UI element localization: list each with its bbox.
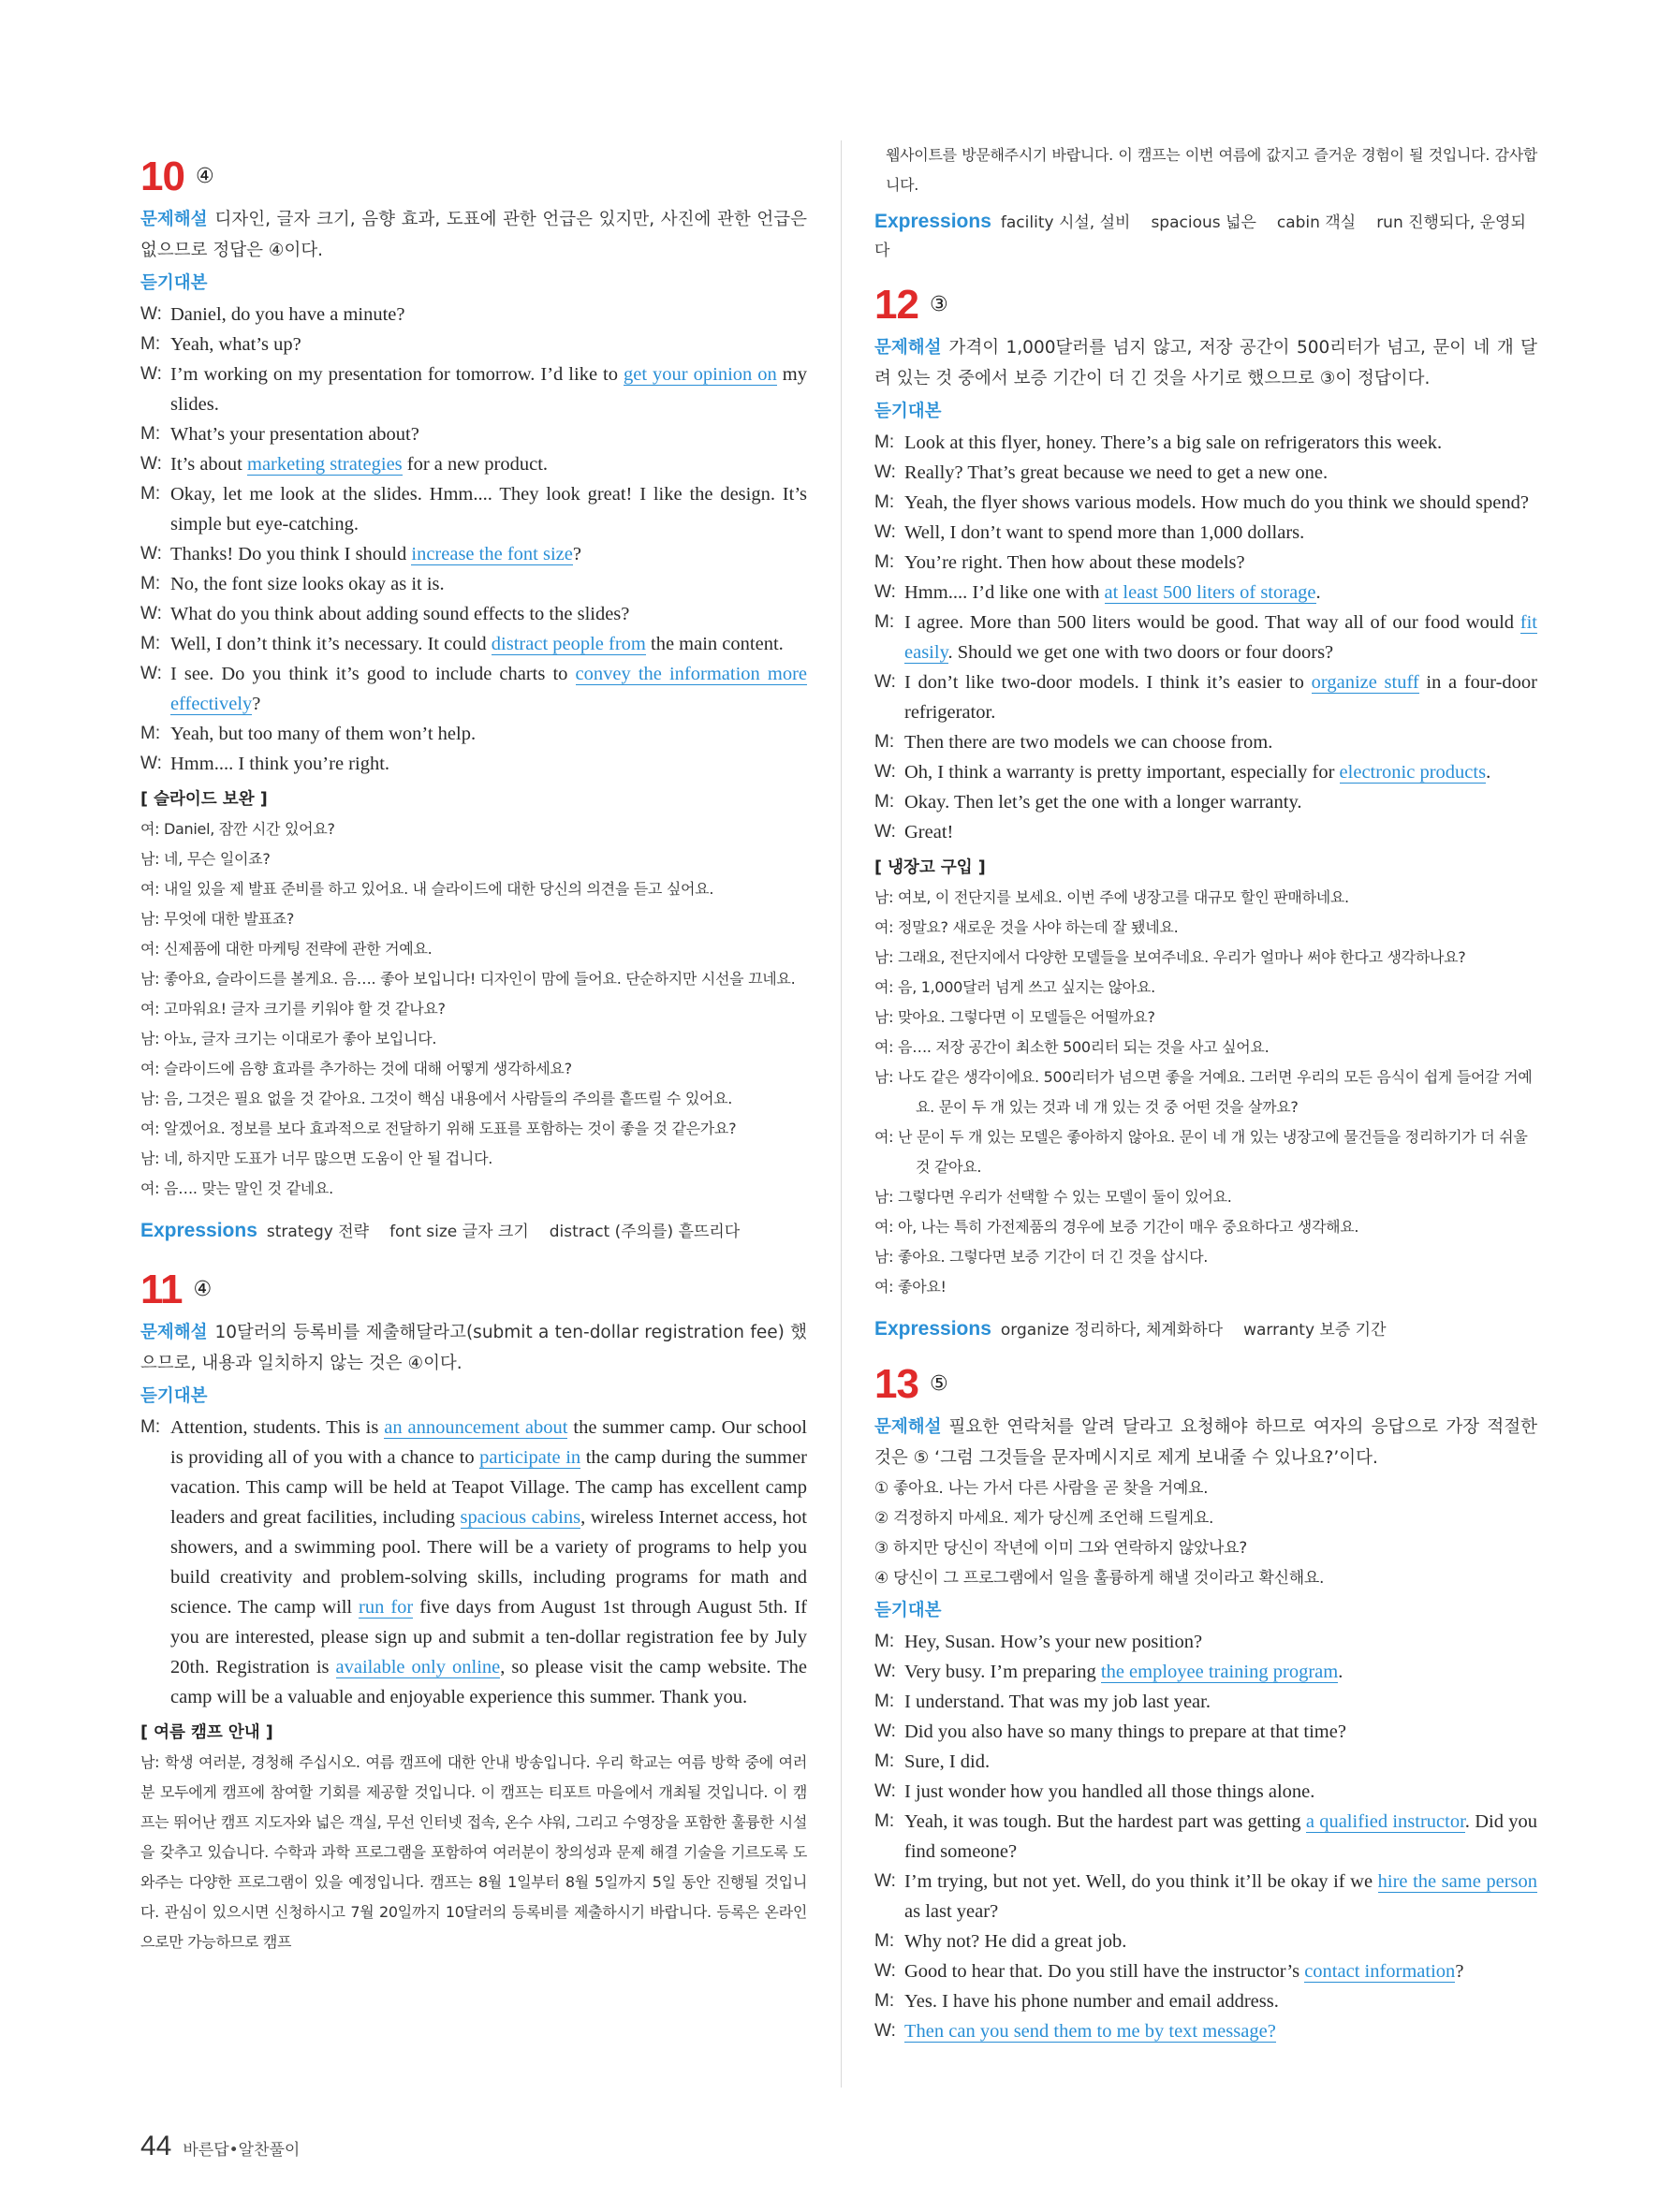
script-segment: Okay. Then let’s get the one with a longer warranty. — [904, 792, 1302, 813]
speaker: M: — [874, 1931, 895, 1951]
speaker: M: — [140, 724, 161, 743]
script-segment: Attention, students. This is — [170, 1417, 385, 1438]
script-segment: Thanks! Do you think I should — [170, 544, 412, 564]
key-phrase: marketing strategies — [247, 454, 403, 475]
script-text — [904, 578, 1537, 608]
script-text — [904, 667, 1537, 727]
script-line — [874, 518, 1537, 548]
script-text — [904, 1717, 1537, 1747]
script-segment: Great! — [904, 822, 954, 842]
key-phrase: at least 500 liters of storage — [1104, 582, 1316, 603]
script-text — [904, 1926, 1537, 1956]
translation-line: 여: 고마워요! 글자 크기를 키워야 할 것 같나요? — [140, 1000, 446, 1018]
script-text — [170, 569, 807, 599]
speaker: W: — [140, 454, 162, 474]
key-phrase: distract people from — [491, 634, 646, 654]
script-line — [874, 757, 1537, 787]
script-segment: It’s about — [170, 454, 247, 475]
script-segment: Really? That’s great because we need to get a new one. — [904, 462, 1329, 483]
script-line — [140, 569, 807, 599]
script-line — [874, 1807, 1537, 1867]
page-number: 44 — [140, 2131, 172, 2161]
script-text — [904, 1627, 1537, 1657]
speaker: W: — [140, 664, 162, 683]
script-text — [904, 1956, 1537, 1986]
script-label: 듣기대본 — [140, 1386, 208, 1406]
column-divider — [841, 140, 842, 2087]
q12-explanation — [874, 332, 1537, 394]
speaker: W: — [874, 522, 896, 542]
speaker: M: — [874, 1751, 895, 1771]
q11-header — [140, 1267, 807, 1317]
script-segment: I agree. More than 500 liters would be good. That way all of our food would — [904, 612, 1520, 633]
speaker: M: — [140, 424, 161, 444]
script-segment: for a new product. — [402, 454, 549, 475]
script-line — [874, 1986, 1537, 2016]
question-number: 12 — [874, 282, 918, 328]
expression-item: strategy 전략 — [266, 1223, 370, 1241]
script-text — [904, 1807, 1537, 1867]
script-text — [904, 2016, 1537, 2046]
script-text — [904, 787, 1537, 817]
script-label: 듣기대본 — [140, 273, 208, 293]
script-text — [170, 479, 807, 539]
script-segment: , wireless Internet access, hot showers, and a swimming pool. There will be a variety of programs to help you build creativity and problem-solving skills, including programs for math and science. The camp will — [170, 1507, 807, 1618]
option-item: ④ 당신이 그 프로그램에서 일을 훌륭하게 해낼 것이라고 확신해요. — [874, 1569, 1325, 1588]
script-text — [170, 449, 807, 479]
script-line — [140, 749, 807, 779]
translation-line: 여: 슬라이드에 음향 효과를 추가하는 것에 대해 어떻게 생각하세요? — [140, 1060, 572, 1077]
script-line — [874, 1747, 1537, 1777]
script-segment: the camp during the summer vacation. This camp will be held at Teapot Village. The camp has excellent camp leaders and great facilities, including — [170, 1447, 808, 1528]
key-phrase: Then can you send them to me by text message? — [904, 2021, 1276, 2042]
expression-item: warranty 보증 기간 — [1243, 1321, 1387, 1340]
script-text — [904, 488, 1537, 518]
script-text — [170, 330, 807, 359]
translation-line: 여: 알겠어요. 정보를 보다 효과적으로 전달하기 위해 도표를 포함하는 것이 좋을 것 같은가요? — [140, 1120, 737, 1137]
script-segment: Yeah, what’s up? — [170, 334, 301, 355]
script-segment: I just wonder how you handled all those things alone. — [904, 1781, 1315, 1802]
script-segment: Well, I don’t think it’s necessary. It could — [170, 634, 492, 654]
option-item: ② 걱정하지 마세요. 제가 당신께 조언해 드릴게요. — [874, 1509, 1214, 1528]
key-phrase: convey the information more effectively — [170, 664, 807, 714]
script-segment: the summer camp. Our school is providing all of you with a chance to — [170, 1417, 807, 1468]
speaker: W: — [140, 544, 162, 564]
answer-mark: ③ — [929, 293, 948, 316]
speaker: M: — [874, 1811, 895, 1831]
expression-item: cabin 객실 — [1276, 213, 1357, 232]
script-text — [904, 428, 1537, 458]
q11-translation-continued: 웹사이트를 방문해주시기 바랍니다. 이 캠프는 이번 여름에 값지고 즐거운 경험이 될 것입니다. 감사합니다. — [886, 146, 1537, 194]
explanation-text: 10달러의 등록비를 제출해달라고(submit a ten-dollar registration fee) 했으므로, 내용과 일치하지 않는 것은 ④이다. — [140, 1323, 807, 1373]
script-text — [170, 659, 807, 719]
script-text — [904, 548, 1537, 578]
translation-line: 남: 나도 같은 생각이에요. 500리터가 넘으면 좋을 거예요. 그러면 우리의 모든 음식이 쉽게 들어갈 거예요. 문이 두 개 있는 것과 네 개 있는 것 중 어떤 것을 살까요? — [874, 1068, 1533, 1116]
speaker: W: — [874, 1721, 896, 1741]
script-line — [140, 659, 807, 719]
translation-line: 남: 음, 그것은 필요 없을 것 같아요. 그것이 핵심 내용에서 사람들의 주의를 흩뜨릴 수 있어요. — [140, 1090, 733, 1107]
q12-header — [874, 282, 1537, 332]
speaker: W: — [874, 462, 896, 482]
q10-translation — [140, 814, 807, 1204]
speaker: W: — [874, 672, 896, 692]
expression-item: run 진행되다, 운영되다 — [874, 213, 1526, 260]
key-phrase: increase the font size — [411, 544, 573, 564]
script-segment: my slides. — [170, 364, 807, 415]
translation-title: [ 여름 캠프 안내 ] — [140, 1723, 273, 1742]
q13-options — [874, 1473, 1537, 1593]
q10-explanation — [140, 204, 807, 266]
script-text — [904, 727, 1537, 757]
script-segment: Yeah, the flyer shows various models. How much do you think we should spend? — [904, 492, 1529, 513]
speaker: W: — [874, 1781, 896, 1801]
script-line — [140, 719, 807, 749]
speaker: M: — [874, 732, 895, 752]
speaker: W: — [140, 364, 162, 384]
translation-line: 여: 아, 나는 특히 가전제품의 경우에 보증 기간이 매우 중요하다고 생각해요. — [874, 1218, 1359, 1236]
script-segment: I’m trying, but not yet. Well, do you think it’ll be okay if we — [904, 1871, 1378, 1892]
translation-line: 여: 정말요? 새로운 것을 사야 하는데 잘 됐네요. — [874, 918, 1179, 936]
speaker: M: — [874, 792, 895, 812]
script-segment: Daniel, do you have a minute? — [170, 304, 405, 325]
script-segment: Good to hear that. Do you still have the instructor’s — [904, 1961, 1305, 1982]
script-text — [170, 419, 807, 449]
explanation-text: 디자인, 글자 크기, 음향 효과, 도표에 관한 언급은 있지만, 사진에 관한 언급은 없으므로 정답은 ④이다. — [140, 210, 807, 260]
script-line — [140, 629, 807, 659]
speaker: W: — [874, 582, 896, 602]
q10-header — [140, 154, 807, 204]
q13-script — [874, 1627, 1537, 2046]
answer-mark: ④ — [193, 1278, 213, 1301]
expressions-label: Expressions — [874, 1318, 991, 1340]
script-line — [874, 548, 1537, 578]
script-segment: No, the font size looks okay as it is. — [170, 574, 445, 594]
key-phrase: get your opinion on — [624, 364, 777, 385]
expression-item: distract (주의를) 흩뜨리다 — [549, 1223, 741, 1241]
speaker: M: — [874, 552, 895, 572]
key-phrase: a qualified instructor — [1305, 1811, 1465, 1832]
speaker: W: — [140, 754, 162, 773]
script-text — [170, 719, 807, 749]
translation-line: 여: 난 문이 두 개 있는 모델은 좋아하지 않아요. 문이 네 개 있는 냉장고에 물건들을 정리하기가 더 쉬울 것 같아요. — [874, 1128, 1528, 1176]
script-segment: What do you think about adding sound effects to the slides? — [170, 604, 630, 624]
option-item: ③ 하지만 당신이 작년에 이미 그와 연락하지 않았나요? — [874, 1539, 1247, 1558]
script-label: 듣기대본 — [874, 402, 942, 421]
script-line — [874, 667, 1537, 727]
key-phrase: run for — [359, 1597, 414, 1618]
q13-header — [874, 1361, 1537, 1412]
script-text — [170, 1413, 807, 1712]
script-line — [874, 817, 1537, 847]
expression-item: facility 시설, 설비 — [1000, 213, 1131, 232]
script-line — [874, 1657, 1537, 1687]
script-segment: Yes. I have his phone number and email address. — [904, 1991, 1279, 2012]
script-segment: Look at this flyer, honey. There’s a big sale on refrigerators this week. — [904, 432, 1443, 453]
script-text — [170, 300, 807, 330]
translation-line: 남: 네, 무슨 일이죠? — [140, 850, 271, 868]
q10-expressions — [140, 1217, 807, 1246]
speaker: W: — [874, 2021, 896, 2041]
translation-line: 여: 음…. 맞는 말인 것 같네요. — [140, 1179, 333, 1197]
script-line — [874, 1926, 1537, 1956]
key-phrase: contact information — [1304, 1961, 1456, 1982]
script-segment: Why not? He did a great job. — [904, 1931, 1127, 1952]
script-segment: Hmm.... I think you’re right. — [170, 754, 390, 774]
speaker: M: — [874, 612, 895, 632]
translation-line: 남: 무엇에 대한 발표죠? — [140, 910, 295, 928]
script-line — [140, 419, 807, 449]
explanation-text: 가격이 1,000달러를 넘지 않고, 저장 공간이 500리터가 넘고, 문이 네 개 달려 있는 것 중에서 보증 기간이 더 긴 것을 사기로 했으므로 ③이 정답이다. — [874, 338, 1537, 388]
q12-script — [874, 428, 1537, 847]
right-column — [874, 140, 1537, 2046]
script-segment: What’s your presentation about? — [170, 424, 419, 445]
book-title: 바른답•알찬풀이 — [183, 2141, 301, 2160]
script-segment: in a four-door refrigerator. — [904, 672, 1537, 723]
speaker: M: — [140, 1417, 161, 1437]
translation-line: 여: 음, 1,000달러 넘게 쓰고 싶지는 않아요. — [874, 978, 1155, 996]
script-segment: Did you also have so many things to prepare at that time? — [904, 1721, 1346, 1742]
key-phrase: spacious cabins — [460, 1507, 581, 1528]
script-line — [874, 578, 1537, 608]
translation-line: 남: 여보, 이 전단지를 보세요. 이번 주에 냉장고를 대규모 할인 판매하네요. — [874, 888, 1349, 906]
script-line — [140, 359, 807, 419]
script-segment: . — [1486, 762, 1491, 783]
translation-line: 남: 그래요, 전단지에서 다양한 모델들을 보여주네요. 우리가 얼마나 써야 한다고 생각하나요? — [874, 948, 1466, 966]
script-segment: I see. Do you think it’s good to include charts to — [170, 664, 576, 684]
script-text — [904, 608, 1537, 667]
speaker: M: — [140, 484, 161, 504]
key-phrase: the employee training program — [1100, 1662, 1339, 1682]
script-segment: I don’t like two-door models. I think it’s easier to — [904, 672, 1312, 693]
translation-line: 여: 내일 있을 제 발표 준비를 하고 있어요. 내 슬라이드에 대한 당신의 의견을 듣고 싶어요. — [140, 880, 714, 898]
script-text — [904, 1747, 1537, 1777]
q11-script — [140, 1413, 807, 1712]
translation-line: 여: Daniel, 잠깐 시간 있어요? — [140, 820, 335, 838]
script-segment: . Did you find someone? — [904, 1811, 1537, 1862]
speaker: M: — [140, 574, 161, 593]
script-segment: ? — [252, 694, 261, 714]
key-phrase: hire the same person — [1377, 1871, 1538, 1892]
translation-title: [ 냉장고 구입 ] — [874, 858, 986, 877]
script-line — [874, 727, 1537, 757]
script-line — [140, 539, 807, 569]
q10-script — [140, 300, 807, 779]
script-segment: Hey, Susan. How’s your new position? — [904, 1632, 1203, 1652]
script-line — [874, 2016, 1537, 2046]
script-label: 듣기대본 — [874, 1601, 942, 1620]
script-line — [874, 608, 1537, 667]
translation-line: 여: 음…. 저장 공간이 최소한 500리터 되는 것을 사고 싶어요. — [874, 1038, 1270, 1056]
key-phrase: fit easily — [904, 612, 1537, 663]
translation-title: [ 슬라이드 보완 ] — [140, 790, 268, 809]
script-segment: Hmm.... I’d like one with — [904, 582, 1105, 603]
script-segment: Oh, I think a warranty is pretty important, especially for — [904, 762, 1340, 783]
script-line — [874, 1627, 1537, 1657]
translation-line: 남: 좋아요, 슬라이드를 볼게요. 음…. 좋아 보입니다! 디자인이 맘에 들어요. 단순하지만 시선을 끄네요. — [140, 970, 796, 988]
left-column — [140, 140, 807, 1957]
option-item: ① 좋아요. 나는 가서 다른 사람을 곧 찾을 거예요. — [874, 1479, 1209, 1498]
speaker: W: — [874, 1662, 896, 1681]
script-line — [874, 488, 1537, 518]
key-phrase: electronic products — [1339, 762, 1487, 783]
question-number: 11 — [140, 1267, 183, 1312]
script-line — [874, 1777, 1537, 1807]
script-text — [170, 539, 807, 569]
translation-line: 남: 아뇨, 글자 크기는 이대로가 좋아 보입니다. — [140, 1030, 437, 1047]
q12-expressions — [874, 1315, 1537, 1344]
script-segment: Sure, I did. — [904, 1751, 991, 1772]
speaker: M: — [874, 1991, 895, 2011]
q13-explanation — [874, 1412, 1537, 1473]
script-segment: Very busy. I’m preparing — [904, 1662, 1101, 1682]
script-line — [140, 300, 807, 330]
script-text — [904, 1986, 1537, 2016]
q11-expressions — [874, 208, 1537, 265]
speaker: W: — [874, 1871, 896, 1891]
script-segment: ? — [1455, 1961, 1464, 1982]
script-text — [904, 817, 1537, 847]
speaker: W: — [874, 822, 896, 842]
speaker: M: — [874, 492, 895, 512]
question-number: 10 — [140, 154, 184, 199]
explanation-text: 필요한 연락처를 알려 달라고 요청해야 하므로 여자의 응답으로 가장 적절한 것은 ⑤ ‘그럼 그것들을 문자메시지로 제게 보내줄 수 있나요?’이다. — [874, 1417, 1537, 1468]
explanation-label: 문제해설 — [874, 338, 942, 358]
script-line — [140, 479, 807, 539]
speaker: W: — [140, 304, 162, 324]
script-line — [874, 1717, 1537, 1747]
script-line — [874, 1687, 1537, 1717]
page-footer — [140, 2131, 300, 2162]
script-segment: Yeah, it was tough. But the hardest part was getting — [904, 1811, 1306, 1832]
script-text — [904, 1777, 1537, 1807]
script-segment: Okay, let me look at the slides. Hmm.... They look great! I like the design. It’s simple but eye-catching. — [170, 484, 807, 535]
script-segment: as last year? — [904, 1901, 999, 1922]
speaker: M: — [874, 432, 895, 452]
script-segment: Then there are two models we can choose from. — [904, 732, 1273, 753]
speaker: M: — [874, 1692, 895, 1711]
q12-translation — [874, 883, 1537, 1302]
key-phrase: participate in — [479, 1447, 581, 1468]
question-number: 13 — [874, 1361, 918, 1407]
script-line — [874, 787, 1537, 817]
expression-item: spacious 넓은 — [1151, 213, 1256, 232]
script-text — [170, 599, 807, 629]
speaker: W: — [874, 1961, 896, 1981]
script-line — [140, 330, 807, 359]
expression-item: organize 정리하다, 체계화하다 — [1000, 1321, 1224, 1340]
script-line — [874, 428, 1537, 458]
script-segment: I understand. That was my job last year. — [904, 1692, 1211, 1712]
translation-line: 여: 좋아요! — [874, 1278, 947, 1296]
speaker: M: — [874, 1632, 895, 1651]
script-line — [874, 1956, 1537, 1986]
key-phrase: organize stuff — [1311, 672, 1419, 693]
translation-line: 여: 신제품에 대한 마케팅 전략에 관한 거예요. — [140, 940, 433, 958]
speaker: M: — [140, 334, 161, 354]
script-segment: . — [1338, 1662, 1343, 1682]
script-text — [904, 1657, 1537, 1687]
script-segment: Well, I don’t want to spend more than 1,000 dollars. — [904, 522, 1305, 543]
speaker: W: — [874, 762, 896, 782]
speaker: M: — [140, 634, 161, 653]
script-segment: , so please visit the camp website. The camp will be a valuable and enjoyable experience this summer. Thank you. — [170, 1657, 807, 1707]
script-segment: . — [1315, 582, 1321, 603]
speaker: W: — [140, 604, 162, 623]
translation-line: 남: 그렇다면 우리가 선택할 수 있는 모델이 둘이 있어요. — [874, 1188, 1232, 1206]
script-text — [170, 359, 807, 419]
script-segment: ? — [572, 544, 581, 564]
script-segment: I’m working on my presentation for tomorrow. I’d like to — [170, 364, 624, 385]
translation-line: 남: 좋아요. 그렇다면 보증 기간이 더 긴 것을 삽시다. — [874, 1248, 1209, 1266]
script-text — [904, 518, 1537, 548]
expression-item: font size 글자 크기 — [389, 1223, 529, 1241]
expressions-label: Expressions — [140, 1220, 257, 1241]
script-text — [904, 458, 1537, 488]
translation-line: 남: 맞아요. 그렇다면 이 모델들은 어떨까요? — [874, 1008, 1155, 1026]
expressions-label: Expressions — [874, 211, 991, 232]
q11-explanation — [140, 1317, 807, 1379]
q11-translation: 남: 학생 여러분, 경청해 주십시오. 여름 캠프에 대한 안내 방송입니다. 우리 학교는 여름 방학 중에 여러분 모두에게 캠프에 참여할 기회를 제공할 것입니다. 이 캠프는 티포트 마을에서 개최될 것입니다. 이 캠프는 뛰어난 캠프 지도자와 넓은 객실, 무선 인터넷 접속, 온수 샤워, 그리고 수영장을 포함한 훌륭한 시설을 갖추고 있습니다. 수학과 과학 프로그램을 포함하여 여러분이 창의성과 문제 해결 기술을 기르도록 도와주는 다양한 프로그램이 있을 예정입니다. 캠프는 8월 1일부터 8월 5일까지 5일 동안 진행될 것입니다. 관심이 있으시면 신청하시고 7월 20일까지 10달러의 등록비를 제출하시기 바랍니다. 등록은 온라인으로만 가능하므로 캠프 — [140, 1753, 807, 1951]
script-text — [904, 757, 1537, 787]
explanation-label: 문제해설 — [874, 1417, 942, 1437]
script-line — [140, 449, 807, 479]
key-phrase: available only online — [335, 1657, 501, 1677]
script-segment: the main content. — [645, 634, 784, 654]
answer-mark: ⑤ — [929, 1372, 948, 1396]
script-text — [170, 749, 807, 779]
script-line — [874, 1867, 1537, 1926]
script-text — [170, 629, 807, 659]
script-segment: five days from August 1st through August 5th. If you are interested, please sign up and submit a ten-dollar registration fee by July 20th. Registration is — [170, 1597, 807, 1677]
answer-mark: ④ — [195, 165, 214, 188]
script-text — [904, 1867, 1537, 1926]
explanation-label: 문제해설 — [140, 210, 208, 229]
explanation-label: 문제해설 — [140, 1323, 208, 1342]
key-phrase: an announcement about — [384, 1417, 568, 1438]
script-segment: . Should we get one with two doors or four doors? — [947, 642, 1334, 663]
script-line — [874, 458, 1537, 488]
script-line — [140, 599, 807, 629]
translation-line: 남: 네, 하지만 도표가 너무 많으면 도움이 안 될 겁니다. — [140, 1150, 493, 1167]
script-segment: You’re right. Then how about these models? — [904, 552, 1245, 573]
script-text — [904, 1687, 1537, 1717]
script-segment: Yeah, but too many of them won’t help. — [170, 724, 477, 744]
